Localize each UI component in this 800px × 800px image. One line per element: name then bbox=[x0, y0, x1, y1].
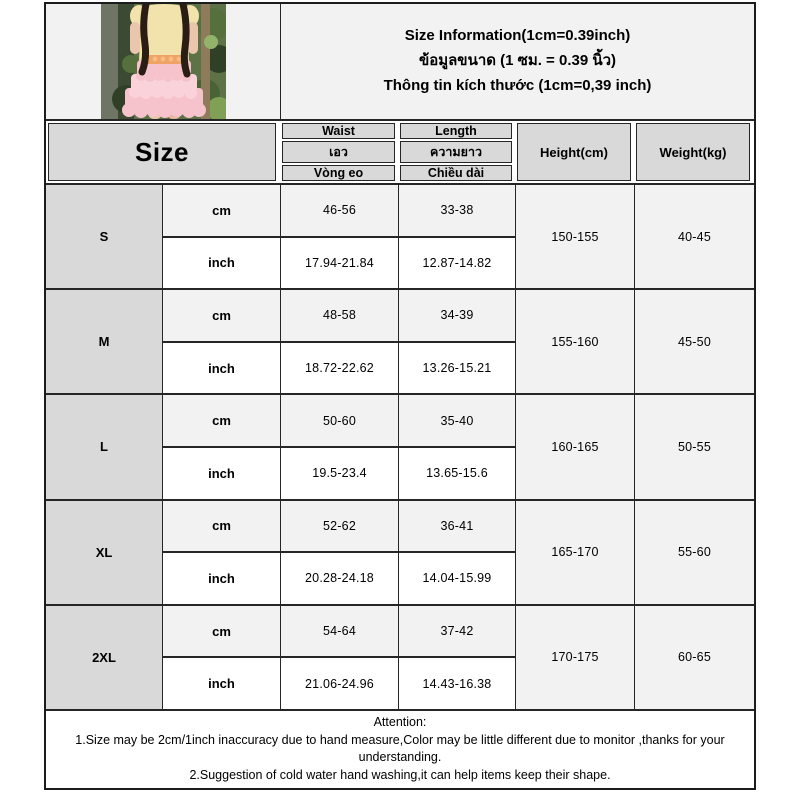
waist-label-en: Waist bbox=[282, 123, 395, 139]
product-photo-illustration bbox=[101, 4, 226, 119]
xl-waist-inch: 20.28-24.18 bbox=[281, 553, 399, 606]
waist-label-vi: Vòng eo bbox=[282, 165, 395, 181]
attention-note-2: 2.Suggestion of cold water hand washing,it can help items keep their shape. bbox=[189, 768, 611, 783]
size-label-xl: XL bbox=[46, 501, 163, 606]
title-thai: ข้อมูลขนาด (1 ซม. = 0.39 นิ้ว) bbox=[418, 52, 617, 70]
l-waist-inch: 19.5-23.4 bbox=[281, 448, 399, 501]
s-length-inch: 12.87-14.82 bbox=[399, 238, 516, 291]
2xl-height: 170-175 bbox=[516, 606, 635, 711]
xl-length-inch: 14.04-15.99 bbox=[399, 553, 516, 606]
column-header-length bbox=[400, 123, 512, 181]
unit-cm: cm bbox=[163, 290, 281, 343]
l-weight: 50-55 bbox=[635, 395, 754, 500]
title-vietnamese: Thông tin kích thước (1cm=0,39 inch) bbox=[383, 76, 652, 94]
attention-notes bbox=[46, 711, 754, 788]
size-label-m: M bbox=[46, 290, 163, 395]
size-label-2xl: 2XL bbox=[46, 606, 163, 711]
m-weight: 45-50 bbox=[635, 290, 754, 395]
waist-label-th: เอว bbox=[282, 141, 395, 163]
s-weight: 40-45 bbox=[635, 185, 754, 290]
s-height: 150-155 bbox=[516, 185, 635, 290]
size-chart-table bbox=[44, 2, 756, 790]
xl-height: 165-170 bbox=[516, 501, 635, 606]
unit-inch: inch bbox=[163, 238, 281, 291]
2xl-length-cm: 37-42 bbox=[399, 606, 516, 659]
xl-weight: 55-60 bbox=[635, 501, 754, 606]
unit-inch: inch bbox=[163, 448, 281, 501]
m-height: 155-160 bbox=[516, 290, 635, 395]
unit-cm: cm bbox=[163, 395, 281, 448]
unit-cm: cm bbox=[163, 185, 281, 238]
column-header-waist bbox=[282, 123, 395, 181]
2xl-weight: 60-65 bbox=[635, 606, 754, 711]
s-waist-inch: 17.94-21.84 bbox=[281, 238, 399, 291]
size-information-title bbox=[281, 4, 754, 121]
size-label-l: L bbox=[46, 395, 163, 500]
length-label-en: Length bbox=[400, 123, 512, 139]
column-header-weight: Weight(kg) bbox=[636, 123, 750, 181]
unit-inch: inch bbox=[163, 343, 281, 396]
m-length-inch: 13.26-15.21 bbox=[399, 343, 516, 396]
m-length-cm: 34-39 bbox=[399, 290, 516, 343]
l-length-cm: 35-40 bbox=[399, 395, 516, 448]
xl-waist-cm: 52-62 bbox=[281, 501, 399, 554]
s-length-cm: 33-38 bbox=[399, 185, 516, 238]
m-waist-inch: 18.72-22.62 bbox=[281, 343, 399, 396]
column-header-size: Size bbox=[48, 123, 276, 181]
attention-title: Attention: bbox=[373, 714, 427, 729]
2xl-waist-cm: 54-64 bbox=[281, 606, 399, 659]
l-waist-cm: 50-60 bbox=[281, 395, 399, 448]
size-label-s: S bbox=[46, 185, 163, 290]
s-waist-cm: 46-56 bbox=[281, 185, 399, 238]
l-length-inch: 13.65-15.6 bbox=[399, 448, 516, 501]
title-english: Size Information(1cm=0.39inch) bbox=[404, 27, 631, 45]
unit-inch: inch bbox=[163, 658, 281, 711]
attention-note-1: 1.Size may be 2cm/1inch inaccuracy due to hand measure,Color may be little different due to monitor ,thanks for your understanding. bbox=[75, 732, 725, 765]
2xl-length-inch: 14.43-16.38 bbox=[399, 658, 516, 711]
m-waist-cm: 48-58 bbox=[281, 290, 399, 343]
unit-cm: cm bbox=[163, 606, 281, 659]
column-header-height: Height(cm) bbox=[517, 123, 631, 181]
2xl-waist-inch: 21.06-24.96 bbox=[281, 658, 399, 711]
unit-inch: inch bbox=[163, 553, 281, 606]
table-header-row bbox=[46, 121, 754, 185]
l-height: 160-165 bbox=[516, 395, 635, 500]
length-label-vi: Chiều dài bbox=[400, 165, 512, 181]
xl-length-cm: 36-41 bbox=[399, 501, 516, 554]
product-photo-cell bbox=[46, 4, 281, 121]
length-label-th: ความยาว bbox=[400, 141, 512, 163]
unit-cm: cm bbox=[163, 501, 281, 554]
